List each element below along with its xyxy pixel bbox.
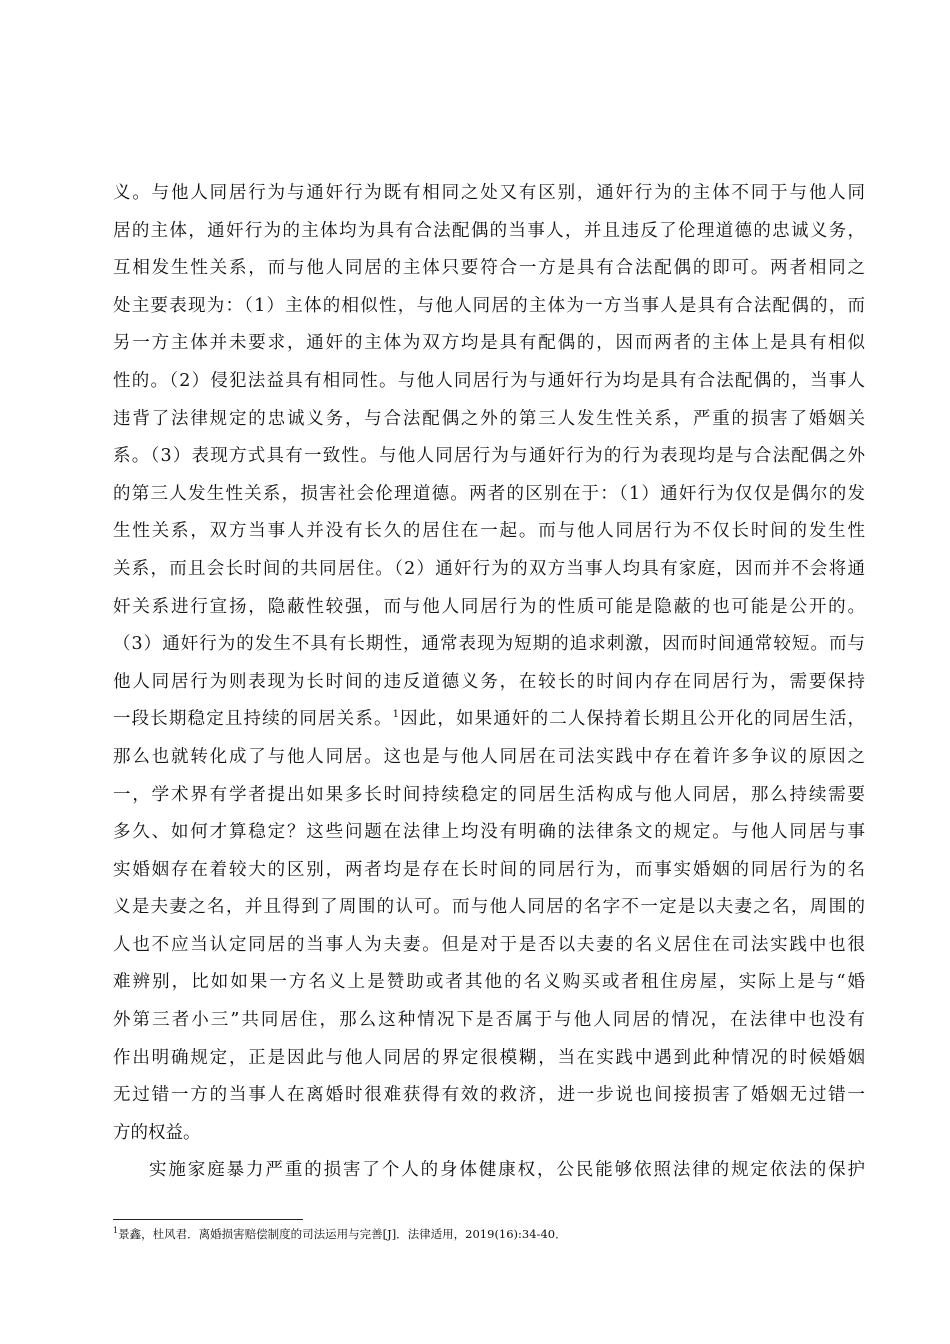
text-line-with-footnote <box>113 701 865 739</box>
body-text <box>113 175 865 1190</box>
text-line: 难辨别，比如如果一方名义上是赞助或者其他的名义购买或者租住房屋，实际上是与“婚 <box>113 972 865 993</box>
text-line: （3）通奸行为的发生不具有长期性，通常表现为短期的追求刺激，因而时间通常较短。而与 <box>113 634 865 655</box>
text-line: 居的主体，通奸行为的主体均为具有合法配偶的当事人，并且违反了伦理道德的忠诚义务， <box>113 220 865 241</box>
text-line: 关系，而且会长时间的共同居住。（2）通奸行为的双方当事人均具有家庭，因而并不会将通 <box>113 558 865 579</box>
text-line: 互相发生性关系，而与他人同居的主体只要符合一方是具有合法配偶的即可。两者相同之 <box>113 258 865 279</box>
text-line: 的第三人发生性关系，损害社会伦理道德。两者的区别在于：（1）通奸行为仅仅是偶尔的发 <box>113 483 865 504</box>
text-line: 一，学术界有学者提出如果多长时间持续稳定的同居生活构成与他人同居，那么持续需要 <box>113 784 865 805</box>
text-segment: 因此，如果通奸的二人保持着长期且公开化的同居生活， <box>398 709 865 730</box>
footnote <box>113 1225 865 1243</box>
text-line: 实婚姻存在着较大的区别，两者均是存在长时间的同居行为，而事实婚姻的同居行为的名 <box>113 859 865 880</box>
text-line: 系。（3）表现方式具有一致性。与他人同居行为与通奸行为的行为表现均是与合法配偶之外 <box>113 446 865 467</box>
text-line: 生性关系，双方当事人并没有长久的居住在一起。而与他人同居行为不仅长时间的发生性 <box>113 521 865 542</box>
text-segment: 一段长期稳定且持续的同居关系。 <box>113 709 393 730</box>
text-line: 性的。（2）侵犯法益具有相同性。与他人同居行为与通奸行为均是具有合法配偶的，当事人 <box>113 370 865 391</box>
text-line: 他人同居行为则表现为长时间的违反道德义务，在较长的时间内存在同居行为，需要保持 <box>113 671 865 692</box>
footnote-separator <box>113 1219 303 1220</box>
text-line: 那么也就转化成了与他人同居。这也是与他人同居在司法实践中存在着许多争议的原因之 <box>113 746 865 767</box>
text-line: 义是夫妻之名，并且得到了周围的认可。而与他人同居的名字不一定是以夫妻之名，周围的 <box>113 897 865 918</box>
text-line: 义。与他人同居行为与通奸行为既有相同之处又有区别，通奸行为的主体不同于与他人同 <box>113 183 865 203</box>
text-line: 违背了法律规定的忠诚义务，与合法配偶之外的第三人发生性关系，严重的损害了婚姻关 <box>113 408 865 429</box>
text-line: 多久、如何才算稳定？这些问题在法律上均没有明确的法律条文的规定。与他人同居与事 <box>113 822 865 843</box>
text-line: 外第三者小三”共同居住，那么这种情况下是否属于与他人同居的情况，在法律中也没有 <box>113 1010 865 1031</box>
text-line: 无过错一方的当事人在离婚时很难获得有效的救济，进一步说也间接损害了婚姻无过错一 <box>113 1085 865 1106</box>
footnote-text: 景鑫，杜风君．离婚损害赔偿制度的司法运用与完善[J]．法律适用，2019(16):34-40． <box>118 1227 567 1241</box>
text-line: 方的权益。 <box>113 1122 201 1143</box>
footnote-marker: 1 <box>113 1226 119 1236</box>
text-line: 人也不应当认定同居的当事人为夫妻。但是对于是否以夫妻的名义居住在司法实践中也很 <box>113 934 865 955</box>
paragraph-start-line: 实施家庭暴力严重的损害了个人的身体健康权，公民能够依照法律的规定依法的保护 <box>149 1160 865 1181</box>
text-line: 另一方主体并未要求，通奸的主体为双方均是具有配偶的，因而两者的主体上是具有相似 <box>113 333 865 354</box>
footnote-reference: 1 <box>392 709 399 721</box>
text-line: 作出明确规定，正是因此与他人同居的界定很模糊，当在实践中遇到此种情况的时候婚姻 <box>113 1047 865 1068</box>
text-line: 奸关系进行宣扬，隐蔽性较强，而与他人同居行为的性质可能是隐蔽的也可能是公开的。 <box>113 596 865 617</box>
text-line: 处主要表现为：（1）主体的相似性，与他人同居的主体为一方当事人是具有合法配偶的，而 <box>113 295 865 316</box>
